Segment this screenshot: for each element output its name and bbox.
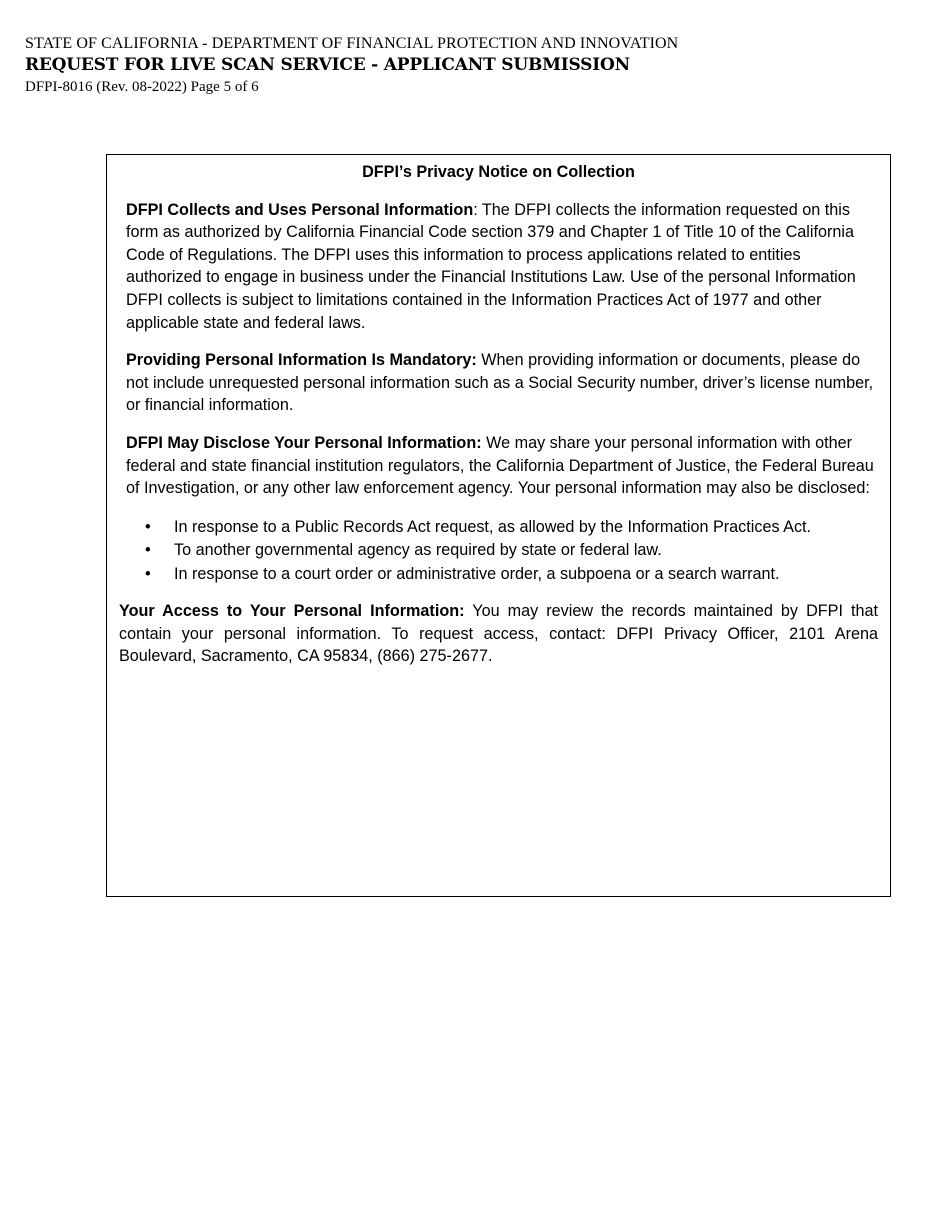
form-title: REQUEST FOR LIVE SCAN SERVICE - APPLICANT SUBMISSION (25, 55, 630, 75)
list-item-text: In response to a Public Records Act request, as allowed by the Information Practices Act. (174, 517, 812, 536)
collects-uses-body: : The DFPI collects the information requested on this form as authorized by California Financial Code section 379 and Chapter 1 of Title 10 of the California Code of Regulations. The DFPI uses this information to process applications related to entities authorized to engage in business under the Financial Institutions Law. Use of the personal Information DFPI collects is subject to limitations contained in the Information Practices Act of 1977 and other applicable state and federal laws. (126, 200, 856, 332)
mandatory-paragraph (107, 349, 890, 417)
list-item-text: In response to a court order or administrative order, a subpoena or a search warrant. (174, 564, 780, 583)
list-item (145, 516, 890, 540)
disclose-paragraph (107, 432, 890, 500)
mandatory-body: When providing information or documents, please do not include unrequested personal information such as a Social Security number, driver’s license number, or financial information. (126, 351, 874, 415)
list-item (145, 563, 890, 587)
privacy-notice-title: DFPI’s Privacy Notice on Collection (362, 163, 635, 181)
bullet-icon: • (145, 564, 151, 583)
disclose-body: We may share your personal information with other federal and state financial institution regulators, the California Department of Justice, the Federal Bureau of Investigation, or any other law enforcement agency. Your personal information may also be disclosed: (126, 433, 874, 498)
disclose-heading: DFPI May Disclose Your Personal Information: (126, 433, 482, 452)
bullet-icon: • (145, 517, 151, 536)
collects-uses-heading: DFPI Collects and Uses Personal Information (126, 200, 474, 219)
bullet-icon: • (145, 541, 151, 560)
page-header (25, 34, 678, 97)
mandatory-heading: Providing Personal Information Is Mandatory: (126, 351, 477, 370)
form-id-page-number: DFPI-8016 (Rev. 08-2022) Page 5 of 6 (25, 79, 259, 95)
access-paragraph (107, 600, 890, 668)
privacy-notice-box (106, 154, 891, 897)
access-body: You may review the records maintained by DFPI that contain your personal information. To request access, contact: DFPI Privacy Officer, 2101 Arena Boulevard, Sacramento, CA 95834, (866) 275-2677. (119, 602, 878, 666)
access-heading: Your Access to Your Personal Information: (119, 602, 465, 621)
agency-name: STATE OF CALIFORNIA - DEPARTMENT OF FINANCIAL PROTECTION AND INNOVATION (25, 35, 679, 52)
list-item-text: To another governmental agency as required by state or federal law. (174, 541, 662, 560)
list-item (145, 539, 890, 563)
collects-uses-paragraph (107, 199, 890, 335)
disclosure-list (107, 516, 890, 587)
